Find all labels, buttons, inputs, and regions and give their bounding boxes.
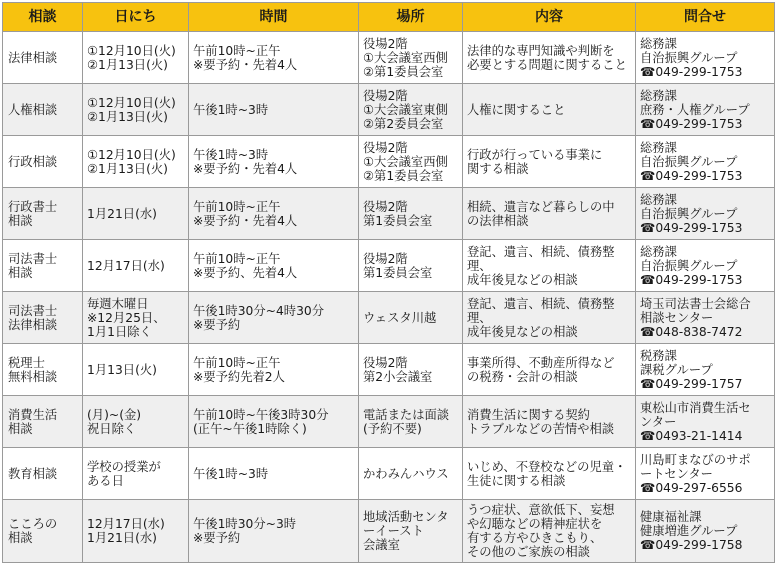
cell-time: 午後1時30分~3時 ※要予約 — [189, 500, 359, 563]
cell-content: うつ症状、意欲低下、妄想 や幻聴などの精神症状を 有する方やひきこもり、 その他のご家族の相談 — [463, 500, 636, 563]
cell-date: 毎週木曜日 ※12月25日、 1月1日除く — [83, 292, 189, 344]
table-row — [3, 136, 775, 188]
cell-time: 午後1時~3時 — [189, 84, 359, 136]
cell-category: 教育相談 — [3, 448, 83, 500]
cell-content: 相続、遺言など暮らしの中 の法律相談 — [463, 188, 636, 240]
cell-date: 1月21日(水) — [83, 188, 189, 240]
cell-content: 登記、遺言、相続、債務整理、 成年後見などの相談 — [463, 292, 636, 344]
header-category: 相談 — [3, 3, 83, 32]
cell-date: 12月17日(水) 1月21日(水) — [83, 500, 189, 563]
cell-place: 役場2階 ①大会議室西側 ②第1委員会室 — [359, 32, 463, 84]
cell-contact: 総務課 庶務・人権グループ ☎049-299-1753 — [636, 84, 775, 136]
cell-time: 午前10時~正午 ※要予約・先着4人 — [189, 32, 359, 84]
cell-time: 午前10時~正午 ※要予約、先着4人 — [189, 240, 359, 292]
cell-date: ①12月10日(火) ②1月13日(火) — [83, 136, 189, 188]
cell-date: 学校の授業が ある日 — [83, 448, 189, 500]
table-row — [3, 292, 775, 344]
cell-date: ①12月10日(火) ②1月13日(火) — [83, 84, 189, 136]
cell-place: 役場2階 ①大会議室東側 ②第2委員会室 — [359, 84, 463, 136]
cell-content: 行政が行っている事業に 関する相談 — [463, 136, 636, 188]
cell-contact: 東松山市消費生活セ ンター ☎0493-21-1414 — [636, 396, 775, 448]
table-row — [3, 84, 775, 136]
table-row — [3, 396, 775, 448]
cell-place: 役場2階 第1委員会室 — [359, 240, 463, 292]
cell-date: 1月13日(火) — [83, 344, 189, 396]
cell-category: 行政相談 — [3, 136, 83, 188]
cell-contact: 総務課 自治振興グループ ☎049-299-1753 — [636, 240, 775, 292]
cell-contact: 税務課 課税グループ ☎049-299-1757 — [636, 344, 775, 396]
cell-contact: 川島町まなびのサポ ートセンター ☎049-297-6556 — [636, 448, 775, 500]
header-row — [3, 3, 775, 32]
cell-category: 司法書士 相談 — [3, 240, 83, 292]
consultation-table — [2, 2, 775, 563]
table-row — [3, 188, 775, 240]
cell-contact: 健康福祉課 健康増進グループ ☎049-299-1758 — [636, 500, 775, 563]
cell-contact: 総務課 自治振興グループ ☎049-299-1753 — [636, 136, 775, 188]
cell-content: 人権に関すること — [463, 84, 636, 136]
cell-content: 消費生活に関する契約 トラブルなどの苦情や相談 — [463, 396, 636, 448]
cell-contact: 総務課 自治振興グループ ☎049-299-1753 — [636, 32, 775, 84]
cell-contact: 埼玉司法書士会総合 相談センター ☎048-838-7472 — [636, 292, 775, 344]
header-contact: 問合せ — [636, 3, 775, 32]
cell-place: 地域活動センタ ーイースト 会議室 — [359, 500, 463, 563]
cell-date: ①12月10日(火) ②1月13日(火) — [83, 32, 189, 84]
table-row — [3, 240, 775, 292]
table-row — [3, 32, 775, 84]
cell-time: 午後1時30分~4時30分 ※要予約 — [189, 292, 359, 344]
table-row — [3, 448, 775, 500]
cell-time: 午前10時~午後3時30分 (正午~午後1時除く) — [189, 396, 359, 448]
cell-date: 12月17日(水) — [83, 240, 189, 292]
cell-content: 法律的な専門知識や判断を 必要とする問題に関すること — [463, 32, 636, 84]
cell-category: こころの 相談 — [3, 500, 83, 563]
header-date: 日にち — [83, 3, 189, 32]
cell-category: 税理士 無料相談 — [3, 344, 83, 396]
cell-content: 登記、遺言、相続、債務整理、 成年後見などの相談 — [463, 240, 636, 292]
cell-place: 役場2階 ①大会議室西側 ②第1委員会室 — [359, 136, 463, 188]
table-row — [3, 344, 775, 396]
cell-place: 役場2階 第1委員会室 — [359, 188, 463, 240]
header-content: 内容 — [463, 3, 636, 32]
cell-time: 午後1時~3時 — [189, 448, 359, 500]
cell-content: いじめ、不登校などの児童・ 生徒に関する相談 — [463, 448, 636, 500]
cell-category: 司法書士 法律相談 — [3, 292, 83, 344]
cell-category: 法律相談 — [3, 32, 83, 84]
cell-time: 午後1時~3時 ※要予約・先着4人 — [189, 136, 359, 188]
cell-category: 人権相談 — [3, 84, 83, 136]
header-place: 場所 — [359, 3, 463, 32]
cell-category: 消費生活 相談 — [3, 396, 83, 448]
cell-place: 電話または面談 (予約不要) — [359, 396, 463, 448]
cell-date: (月)~(金) 祝日除く — [83, 396, 189, 448]
cell-place: 役場2階 第2小会議室 — [359, 344, 463, 396]
cell-time: 午前10時~正午 ※要予約先着2人 — [189, 344, 359, 396]
cell-time: 午前10時~正午 ※要予約・先着4人 — [189, 188, 359, 240]
cell-category: 行政書士 相談 — [3, 188, 83, 240]
cell-contact: 総務課 自治振興グループ ☎049-299-1753 — [636, 188, 775, 240]
cell-place: かわみんハウス — [359, 448, 463, 500]
header-time: 時間 — [189, 3, 359, 32]
table-row — [3, 500, 775, 563]
cell-content: 事業所得、不動産所得など の税務・会計の相談 — [463, 344, 636, 396]
cell-place: ウェスタ川越 — [359, 292, 463, 344]
